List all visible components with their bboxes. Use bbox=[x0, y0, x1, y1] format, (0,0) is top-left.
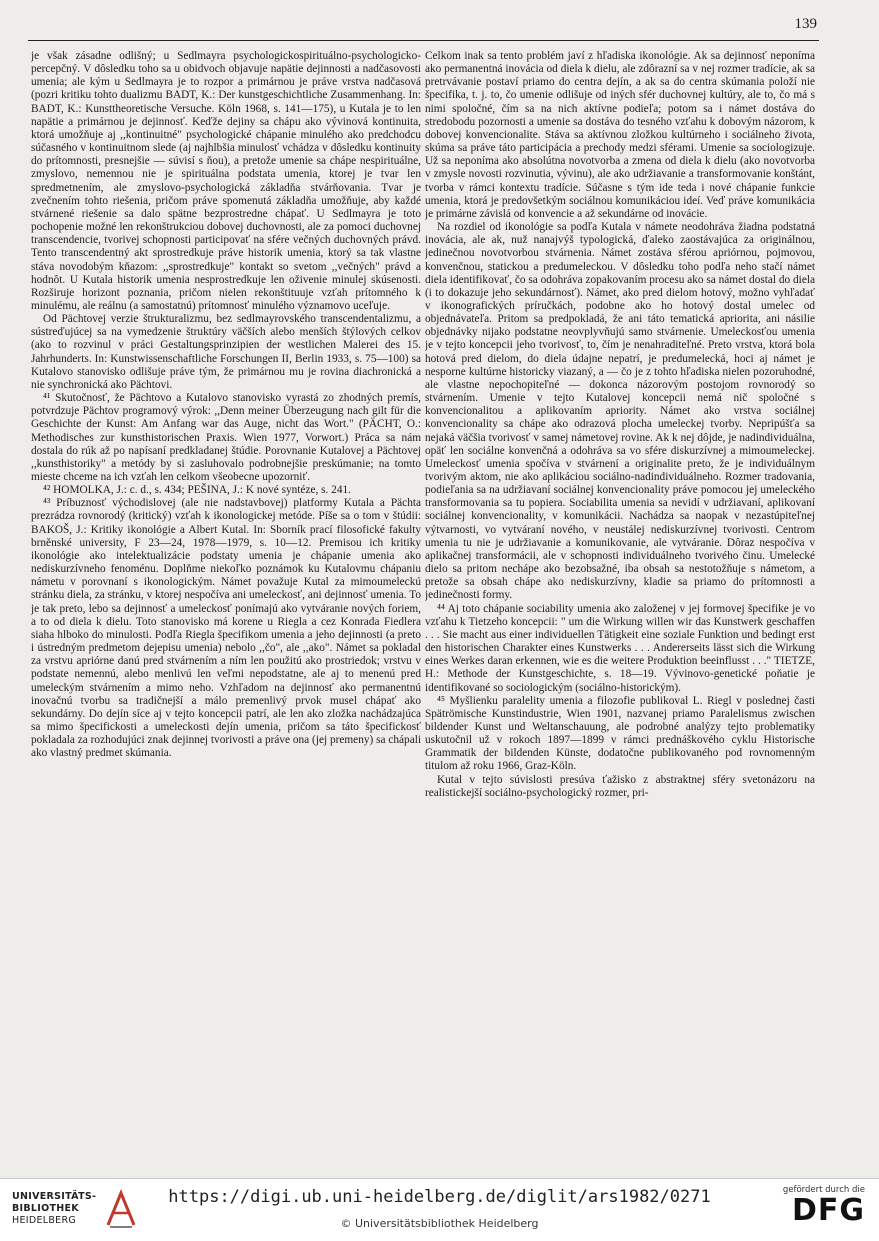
page-number: 139 bbox=[794, 16, 817, 32]
logo-line-2: BIBLIOTHEK bbox=[12, 1203, 79, 1214]
footnote-41: ⁴¹ Skutočnosť, že Pächtovo a Kutalovo stanovisko vyrastá zo zhodných premís, potvrdzuje Pächtov programový výrok: ,,Denn meiner Überzeugung nach gilt für die Geschichte der Kunst: Am Anfang war das Auge, nicht das Wort." (PÄCHT, O.: Methodisches zur kunsthistorischen Praxis. Wien 1977, Vorwort.) Práca sa nám dostala do rúk až po napísaní predkladanej štúdie. Porovnanie Kutalovej a Pächtovej ,,kunsthistoriky" a metódy by si zasluhovalo podrobnejšie preskúmanie; na tomto mieste chceme na ich vzťah len celkom všeobecne upozorniť. bbox=[31, 392, 421, 483]
dfg-wordmark: DFG bbox=[791, 1193, 865, 1228]
dfg-logo[interactable] bbox=[783, 1185, 865, 1227]
right-paragraph-1: Celkom inak sa tento problém javí z hľadiska ikonológie. Ak sa dejinnosť neponíma ako permanentná inovácia od diela k dielu, ale zdôrazní sa v nej rozmer tradície, ak sa pretrvávanie postaví priamo do centra dejín, a ak sa do centra skúmania položí nie špecifika, t. j. to, čo umenie odlišuje od iných sfér duchovnej kultúry, ale to, čo má s nimi spoločné, čím sa na nich aktívne podieľa; potom sa i námet dostáva do stredobodu pozornosti a umenie sa dostáva do tesného vzťahu k dobovým názorom, k dobovej konvencionalite. Stáva sa aktívnou zložkou kultúrneho i sociálneho života, skúma sa práve táto participácia a prechody medzi sférami. Umenie sa sociologizuje. Už sa neponíma ako absolútna novotvorba a zmena od diela k dielu (ako novotvorba v zmysle novosti rozvinutia, vývinu), ale ako udržiavanie a transformovanie konštánt, tvorba v rámci kontextu tradície. Súčasne s tým ide teda i nové chápanie funkcie umenia, ktorá je predovšetkým sociálnou komunikáciou ideí. Veď práve komunikácia je primárne závislá od konvencie a až sekundárne od inovácie. bbox=[425, 50, 815, 220]
footnote-45: ⁴⁵ Myšlienku paralelity umenia a filozofie publikoval L. Riegl v poslednej časti Spätrömische Kunstindustrie, Wien 1901, nazvanej priamo Paralelismus zwischen bildender Kunst und Weltanschauung, ale podrobné analýzy tejto problematiky uskutočnil už v rokoch 1897—1899 v rámci prednáškového cyklu Historische Grammatik der bildenden Künste, dodatočne publikovaného pod rovnomenným titulom až roku 1966, Graz-Köln. bbox=[425, 694, 815, 773]
logo-line-3: HEIDELBERG bbox=[12, 1215, 77, 1226]
footnote-42: ⁴² HOMOLKA, J.: c. d., s. 434; PEŠINA, J.: K nové syntéze, s. 241. bbox=[43, 484, 351, 497]
left-paragraph-2: Od Pächtovej verzie štrukturalizmu, bez sedlmayrovského transcendentalizmu, a sústreďujúcej sa na vymedzenie štruktúry väčších alebo menších štýlových celkov (ako to rozvinul v práci Gestaltungsprinzipien der westlichen Malerei des 15. Jahrhunderts. In: Kunstwissenschaftliche Forschungen II, Berlin 1933, s. 75—100) sa Kutalovo stanovisko odlišuje práve tým, že primárnou mu je rovina diachronická a nie synchronická ako Pächtovi. bbox=[31, 313, 421, 391]
logo-line-1: UNIVERSITÄTS- bbox=[12, 1191, 97, 1202]
copyright-notice: © Universitätsbibliothek Heidelberg bbox=[340, 1217, 539, 1230]
left-column bbox=[31, 50, 421, 1138]
footnote-44: ⁴⁴ Aj toto chápanie sociability umenia ako založenej v jej formovej špecifike je vo vzťahu k Tietzeho koncepcii: " um die Wirkung willen wir das Kunstwerk geschaffen . . . Sie macht aus einer individuellen Tätigkeit eine soziale Funktion und bedingt erst den historischen Charakter eines Kunstwerks . . . Andererseits lässt sich die Wirkung eines Werkes daran erkennen, wie es die weitere Produktion beeinflusst . . ." TIETZE, H.: Methode der Kunstgeschichte, s. 18—19. Vývinovo-genetické poňatie je identifikované so sociologickým (sociálno-historickým). bbox=[425, 602, 815, 694]
right-paragraph-last: Kutal v tejto súvislosti presúva ťažisko z abstraktnej sféry svetonázoru na realistickejší sociálno-psychologický rozmer, pri- bbox=[425, 773, 815, 799]
permalink-url[interactable]: https://digi.ub.uni-heidelberg.de/diglit/ars1982/0271 bbox=[168, 1187, 711, 1207]
viewer-footer bbox=[0, 1178, 879, 1241]
left-paragraph-1: je však zásadne odlišný; u Sedlmayra psychologickospirituálno-psychologicko-percepčný. V dôsledku toho sa u obidvoch objavuje napätie dejinnosti a nadčasovosti umenia; ale kým u Sedlmayra je to rozpor a primárnou je práve vrstva nadčasová (pozri kritiku tohto dualizmu BADT, K.: Der kunstgeschichtliche Zusammenhang. In: BADT, K.: Kunsttheoretische Versuche. Köln 1968, s. 141—175), u Kutala je to len napätie a primárnou je dejinnosť. Keďže dejiny sa chápu ako vývinová kontinuita, ktorá umožňuje aj ,,kontinuitné" psychologické chápanie minulého ako predchodcu súčasného v kontinuitnom slede (aj najhlbšia minulosť vchádza v dôsledku kontinuity do prítomnosti, presnejšie — súvisí s ňou), a pretože umenie sa chápe nespirituálne, zmyslovo, nemennou nie je spirituálna podstata umenia, ktorej je tvar len spredmetnením, ale zmyslovo-psychologická základňa stvárňovania. Tvar je zvečnením tohto riešenia, pričom práve spomenutá základňa umožňuje, aby každé stvárnené riešenie sa dalo spätne bezprostredne chápať. U Sedlmayra je toto pochopenie možné len rekonštrukciou dobovej duchovnosti, ale za pomoci duchovnej transcendencie, tvorivej schopnosti participovať na sfére večných duchovných právd. Tento transcendentný akt sprostredkuje práve historik umenia, ktorý sa tak vlastne stáva novodobým kňazom: ,,sprostredkuje" kontakt so svetom ,,večných" právd a hodnôt. U Kutala historik umenia nesprostredkuje len oživenie minulej skúsenosti. Rozširuje horizont poznania, pričom nielen rekonštituuje vzťah prítomného k minulému, ale reálnu (a samostatnú) prítomnosť minulého významovo uceľuje. bbox=[31, 50, 421, 312]
dfg-caption: gefördert durch die bbox=[782, 1185, 865, 1195]
header-rule bbox=[28, 40, 819, 41]
right-column bbox=[425, 50, 815, 1114]
right-paragraph-2: Na rozdiel od ikonológie sa podľa Kutala v námete neodohráva žiadna podstatná inovácia, ale ak, nuž nanajvýš typologická, ďaleko zaostávajúca za originálnou, jedinečnou novotvorbou stvárnenia. Námet zostáva sférou apriórnou, pojmovou, konvenčnou, statickou a predumeleckou. V dôsledku toho podľa neho stačí námet diela identifikovať, čo sa odohráva zopakovaním procesu ako sa námet dostal do diela (i to dokazuje jeho sekundárnosť). Námet, ako pred dielom hotový, možno vyhľadať v ikonografických príručkách, podobne ako ho hotový dostal umelec od objednávateľa. Pritom sa predpokladá, že ani táto tematická apriorita, ani násilie objednávky nijako podstatne neovplyvňujú samo stvárnenie. Umeleckosťou umenia je v tejto koncepcii jeho tvorivosť, to, čím je nenahraditeľné. Preto vrstva, ktorá bola hotová pred dielom, do diela údajne nepatrí, je predumelecká, hoci aj námet je nesporne kultúrne historicky viazaný, a — čo je z tohto hľadiska nielen pozoruhodné, ale vlastne nepochopiteľné — dokonca názorovým postojom rovnorodý so stvárnením. Umenie v tejto Kutalovej koncepcii nemá nič spoločné s konvencionalitou a aplikovaním apriority. Námet ako vrstva sociálnej konvencionality sa chápe ako odrazová plocha umeleckej tvorby. Nepripúšťa sa nejaká väčšia tvorivosť v samej námetovej rovine. Ak k nej dôjde, je nadindividuálna, opäť len sociálne konvenčná a odohráva sa vo sfére diskurzívnej a mimoumeleckej. Umeleckosť umenia spočíva v stvárnení a originalite preto, že je individuálnym tvorivým aktom, nie ako aplikáciou sociálno-nadindividuálneho. Rozmer tradovania, podieľania sa na udržiavaní sociálnej konvencionality práve pomocou jej umeleckého transformovania sa tu popiera. Sociabilita umenia sa nevidí v udržiavaní, aplikovaní sociálnej konvencionality, v komunikácii. Nachádza sa naopak v nezastúpiteľnej výtvarnosti, vo vytváraní nového, v neustálej nediskurzívnej tvorivosti. Centrom umenia tu nie je udržiavanie a komunikovanie, ale vytváranie. Dôraz nespočíva v aplikačnej transformácii, ale v schopnosti individuálneho tvorivého činu. Umelecké dielo sa pritom nechápe ako bezobsažné, iba obsah sa nestotožňuje s námetom, a pretože sa obsah chápe ako nediskurzívny, kladie sa priamo do prítomnosti a jedinečnosti formy. bbox=[425, 221, 815, 602]
footnote-43: ⁴³ Príbuznosť východislovej (ale nie nadstavbovej) platformy Kutala a Pächta prezrádza rovnorodý (kritický) vzťah k ikonologickej metóde. Píše sa o tom v štúdii: BAKOŠ, J.: Kritiky ikonológie a Albert Kutal. In: Sborník prací filosofické fakulty brněnské university, F 23—24, 1978—1979, s. 10—12. Premisou ich kritiky ikonológie ako intelektualizácie podstaty umenia je chápanie umenia ako nediskurzívneho fenoménu. Doplňme niekoľko poznámok ku Kutalovmu chápaniu námetu v porovnaní s ikonologickým. Námet považuje Kutal za mimoumeleckú stránku diela, za stránku, v ktorej nespočíva ani umeleckosť, ani dejinnosť umenia. To je tak preto, lebo sa dejinnosť a umeleckosť ponímajú ako vytváranie nových foriem, a to od diela k dielu. Toto stanovisko má korene u Riegla a cez Konrada Fiedlera siaha hlboko do minulosti. Podľa Riegla špecifikom umenia a jeho dejinnosti (a preto i ústredným predmetom dejepisu umenia) nebolo ,,čo", ale ,,ako". Námet sa pokladal za vrstvu apriórne danú pred stvárnením a ním len použitú ako prostriedok; vrstvu v podstate nemennú, alebo menlivú len veľmi nepodstatne, ale aj to menenú pred umeleckým stvárnením a mimo neho. Vzhľadom na dejinnosť ako permanentnú inovačnú tvorbu sa tradičnejší a málo premenlivý prvok musel chápať ako sekundárny. Do dejín síce aj v tejto koncepcii patrí, ale len ako zložka nachádzajúca sa mimo špecifickosti a umeleckosti dejín umenia, pričom sa táto špecifickosť pokladala za rozhodujúci znak dejinnej tvorivosti a práve ona (jej premeny) sa chápali ako vlastný predmet skúmania. bbox=[31, 497, 421, 760]
